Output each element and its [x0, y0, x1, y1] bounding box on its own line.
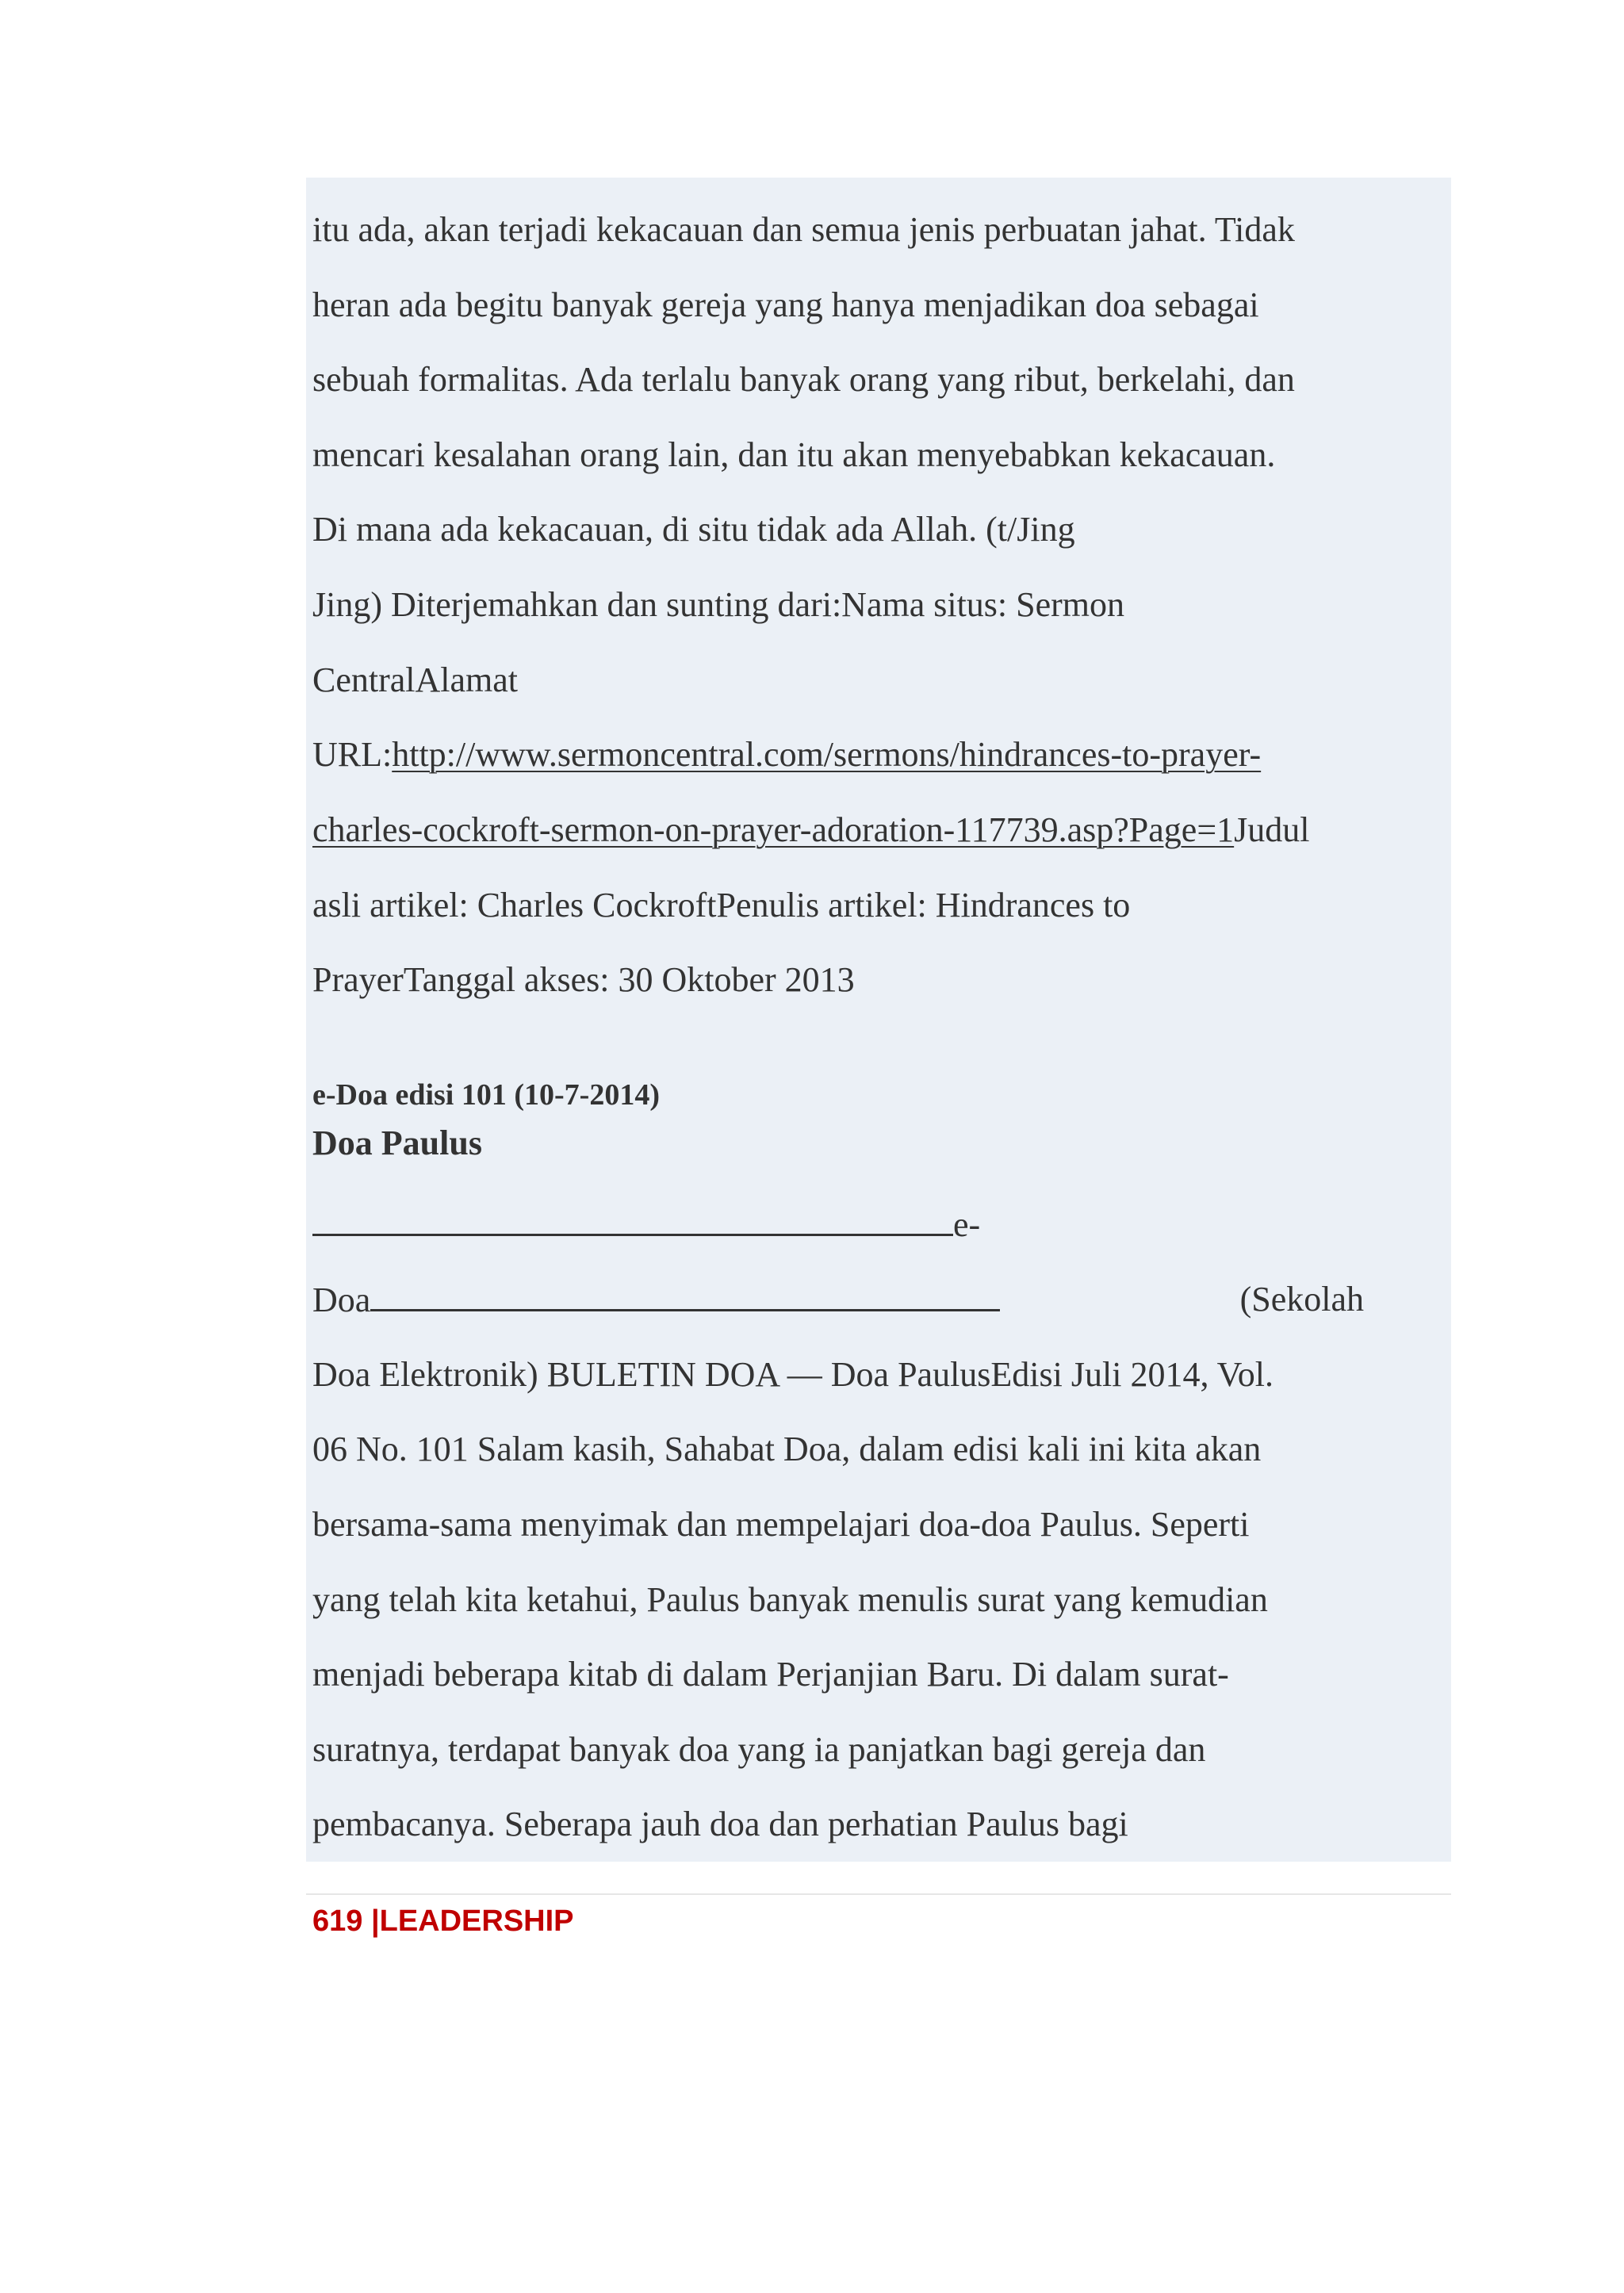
- horizontal-rule: [312, 1207, 953, 1236]
- page-footer: [312, 1904, 574, 1939]
- rule-line-2: [312, 1282, 1364, 1318]
- body-line: mencari kesalahan orang lain, dan itu akan menyebabkan kekacauan.: [312, 435, 1276, 474]
- source-link[interactable]: http://www.sermoncentral.com/sermons/hindrances-to-prayer-: [392, 735, 1262, 774]
- body-line: pembacanya. Seberapa jauh doa dan perhatian Paulus bagi: [312, 1805, 1128, 1843]
- url-line: [312, 737, 1261, 772]
- edition-heading: e-Doa edisi 101 (10-7-2014): [312, 1078, 660, 1112]
- url-prefix: URL:: [312, 735, 393, 774]
- body-line: bersama-sama menyimak dan mempelajari doa-doa Paulus. Seperti: [312, 1505, 1250, 1544]
- article-title: Doa Paulus: [312, 1124, 482, 1162]
- url-suffix: Judul: [1234, 810, 1310, 849]
- rule-line-2-prefix: Doa: [312, 1280, 371, 1319]
- body-line: Jing) Diterjemahkan dan sunting dari:Nama situs: Sermon: [312, 585, 1125, 624]
- body-line: heran ada begitu banyak gereja yang hanya menjadikan doa sebagai: [312, 285, 1259, 324]
- body-line: yang telah kita ketahui, Paulus banyak menulis surat yang kemudian: [312, 1580, 1268, 1619]
- body-line: CentralAlamat: [312, 660, 519, 699]
- source-link-continued[interactable]: charles-cockroft-sermon-on-prayer-adoration-117739.asp?Page=1: [312, 810, 1235, 849]
- body-line: asli artikel: Charles CockroftPenulis artikel: Hindrances to: [312, 886, 1131, 924]
- section-name: |LEADERSHIP: [370, 1904, 574, 1938]
- rule-line-1: [312, 1207, 980, 1242]
- body-line: itu ada, akan terjadi kekacauan dan semua jenis perbuatan jahat. Tidak: [312, 210, 1295, 249]
- horizontal-rule: [370, 1282, 1000, 1311]
- page-number: 619: [312, 1904, 363, 1938]
- body-line: sebuah formalitas. Ada terlalu banyak orang yang ribut, berkelahi, dan: [312, 360, 1295, 399]
- body-line: Di mana ada kekacauan, di situ tidak ada Allah. (t/Jing: [312, 510, 1075, 549]
- body-line: menjadi beberapa kitab di dalam Perjanjian Baru. Di dalam surat-: [312, 1655, 1229, 1694]
- body-line: 06 No. 101 Salam kasih, Sahabat Doa, dalam edisi kali ini kita akan: [312, 1430, 1262, 1468]
- body-line: suratnya, terdapat banyak doa yang ia panjatkan bagi gereja dan: [312, 1730, 1206, 1769]
- url-line-continued: [312, 810, 1310, 849]
- body-line: Doa Elektronik) BULETIN DOA — Doa PaulusEdisi Juli 2014, Vol.: [312, 1355, 1274, 1394]
- footer-divider: [306, 1893, 1451, 1895]
- rule-line-2-suffix: (Sekolah: [1239, 1280, 1364, 1319]
- body-line: PrayerTanggal akses: 30 Oktober 2013: [312, 960, 855, 999]
- rule-line-1-suffix: e-: [953, 1205, 981, 1244]
